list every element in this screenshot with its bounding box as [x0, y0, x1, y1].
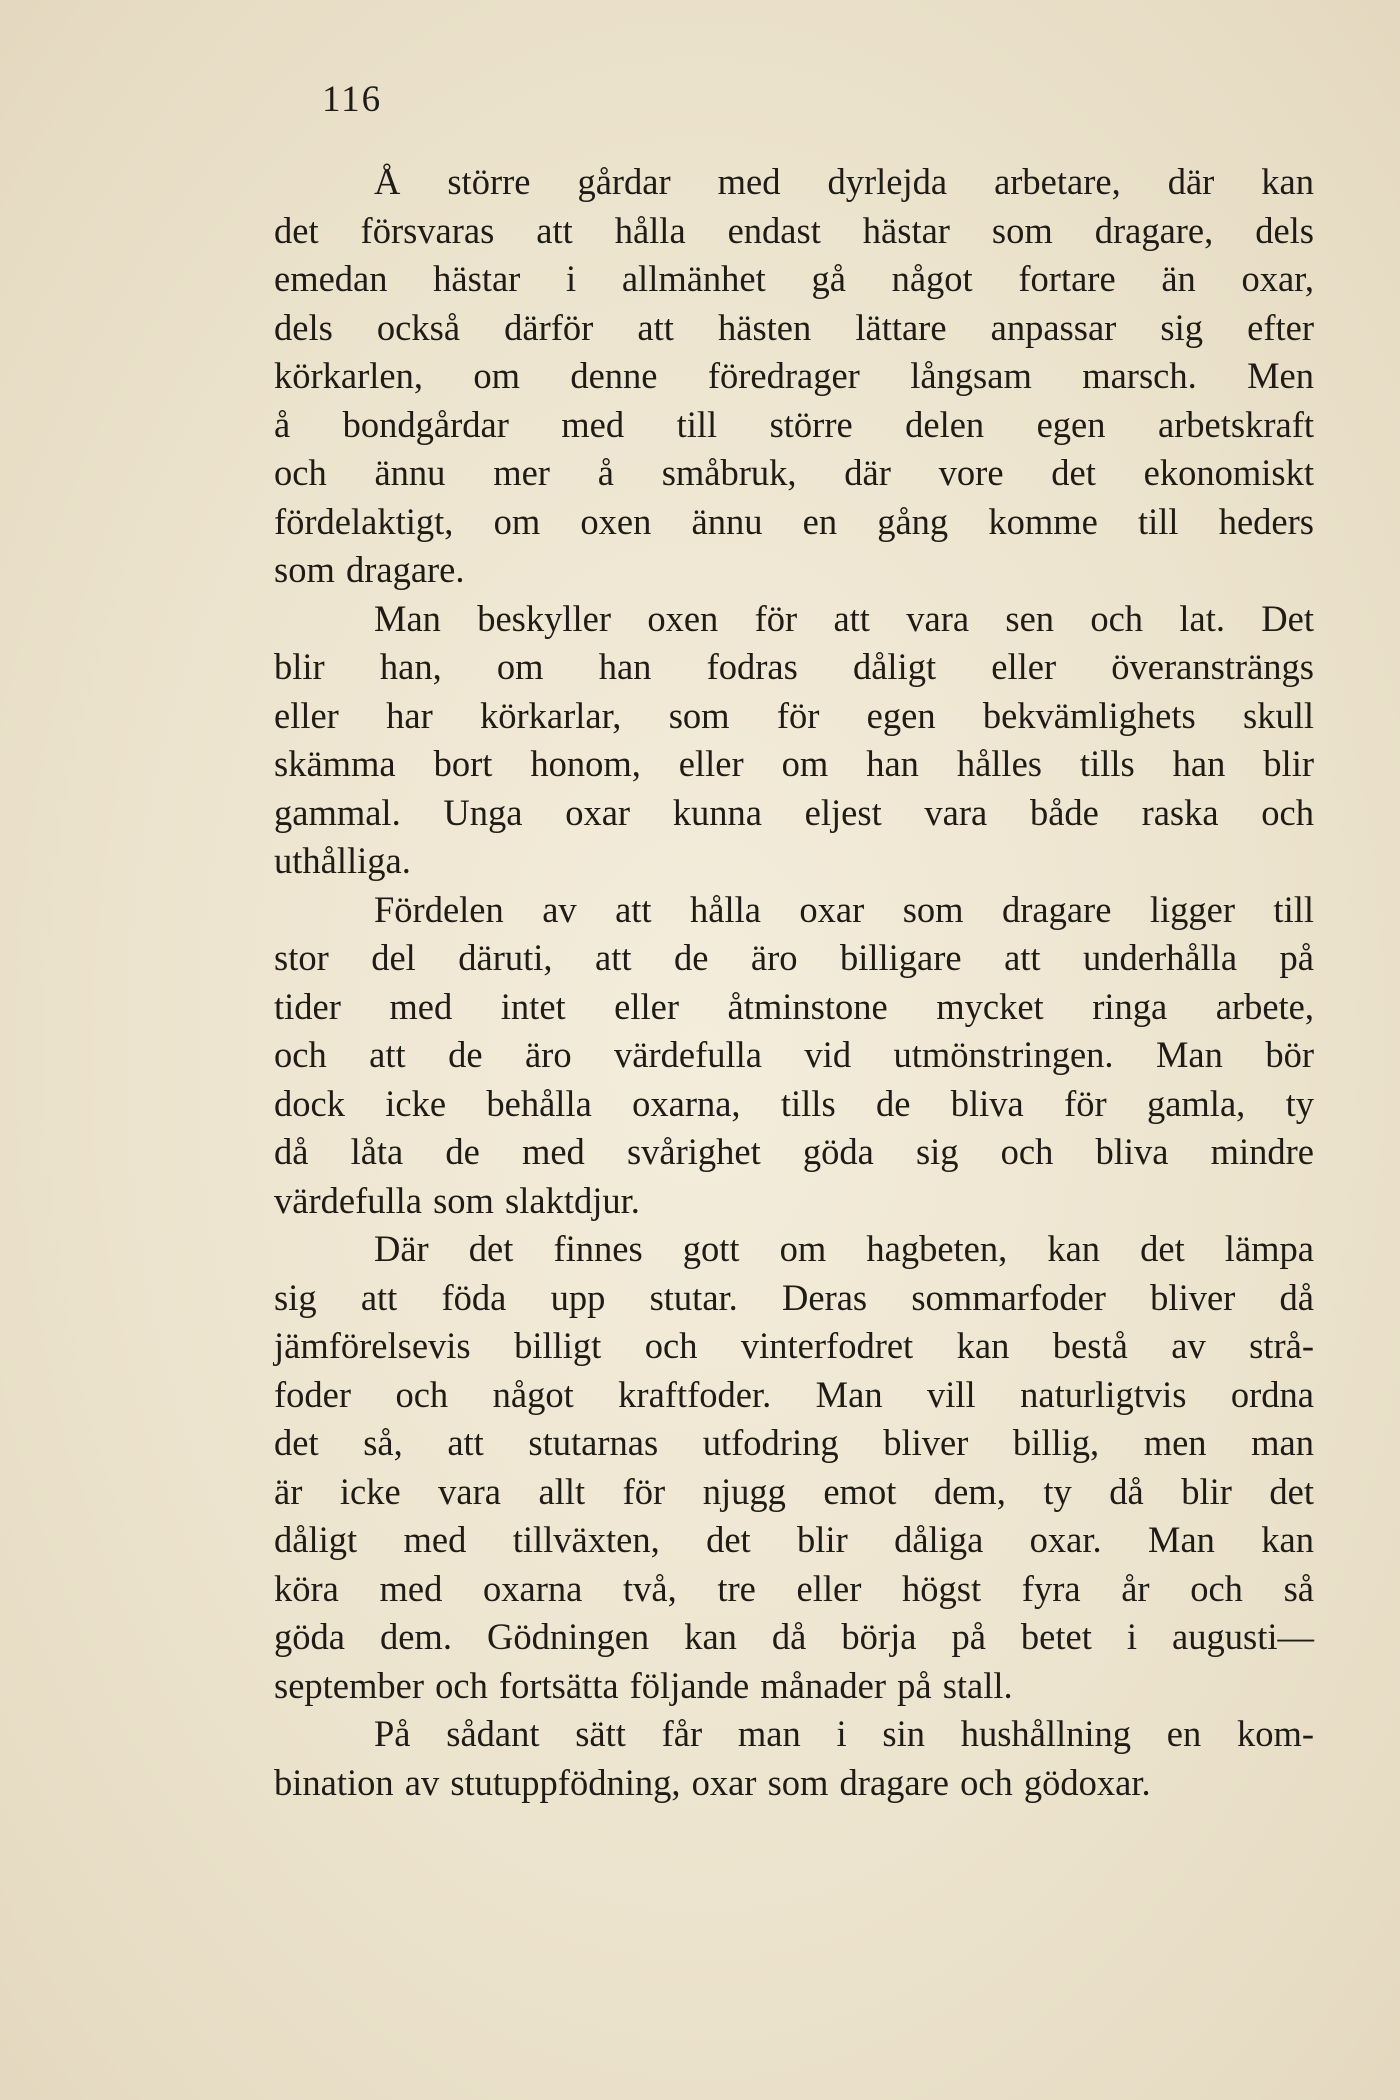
text-line: å bondgårdar med till större delen egen arbetskraft	[274, 403, 1314, 445]
page-number: 116	[322, 79, 383, 120]
text-line: stor del däruti, att de äro billigare att underhålla på	[274, 937, 1314, 978]
body-text	[274, 158, 1314, 1807]
text-line: Man beskyller oxen för att vara sen och lat. Det	[374, 597, 1314, 639]
text-line: emedan hästar i allmänhet gå något fortare än oxar,	[274, 258, 1314, 299]
text-line: göda dem. Gödningen kan då börja på betet i augusti—	[274, 1616, 1314, 1657]
text-line: dåligt med tillväxten, det blir dåliga oxar. Man kan	[274, 1519, 1314, 1560]
text-line: och att de äro värdefulla vid utmönstringen. Man bör	[274, 1034, 1314, 1075]
text-line: det försvaras att hålla endast hästar som dragare, dels	[274, 209, 1314, 251]
text-line: det så, att stutarnas utfodring bliver billig, men man	[274, 1422, 1314, 1463]
text-line: Å större gårdar med dyrlejda arbetare, där kan	[374, 161, 1314, 202]
text-line: dels också därför att hästen lättare anpassar sig efter	[274, 306, 1314, 348]
text-line: jämförelsevis billigt och vinterfodret kan bestå av strå-	[274, 1325, 1314, 1366]
text-line: körkarlen, om denne föredrager långsam marsch. Men	[274, 355, 1314, 396]
text-line: dock icke behålla oxarna, tills de bliva för gamla, ty	[274, 1082, 1314, 1124]
text-line: På sådant sätt får man i sin hushållning en kom-	[374, 1713, 1314, 1754]
text-line: Fördelen av att hålla oxar som dragare ligger till	[374, 888, 1314, 930]
text-line: tider med intet eller åtminstone mycket ringa arbete,	[274, 985, 1314, 1027]
text-line: och ännu mer å småbruk, där vore det ekonomiskt	[274, 452, 1314, 493]
text-line: är icke vara allt för njugg emot dem, ty då blir det	[274, 1470, 1314, 1512]
text-line: Där det finnes gott om hagbeten, kan det lämpa	[374, 1228, 1314, 1269]
text-line: uthålliga.	[274, 840, 411, 881]
text-line: då låta de med svårighet göda sig och bliva mindre	[274, 1131, 1314, 1172]
text-line: köra med oxarna två, tre eller högst fyra år och så	[274, 1567, 1314, 1609]
text-line: sig att föda upp stutar. Deras sommarfoder bliver då	[274, 1276, 1314, 1318]
text-line: fördelaktigt, om oxen ännu en gång komme till heders	[274, 500, 1314, 542]
text-line: foder och något kraftfoder. Man vill naturligtvis ordna	[274, 1373, 1314, 1415]
text-line: blir han, om han fodras dåligt eller överansträngs	[274, 646, 1314, 687]
text-line: värdefulla som slaktdjur.	[274, 1179, 640, 1221]
text-line: september och fortsätta följande månader på stall.	[274, 1664, 1013, 1706]
text-line: bination av stutuppfödning, oxar som dragare och gödoxar.	[274, 1761, 1151, 1803]
text-line: skämma bort honom, eller om han hålles tills han blir	[274, 743, 1314, 784]
text-line: gammal. Unga oxar kunna eljest vara både raska och	[274, 791, 1314, 833]
text-line: som dragare.	[274, 549, 465, 590]
text-line: eller har körkarlar, som för egen bekvämlighets skull	[274, 694, 1314, 736]
